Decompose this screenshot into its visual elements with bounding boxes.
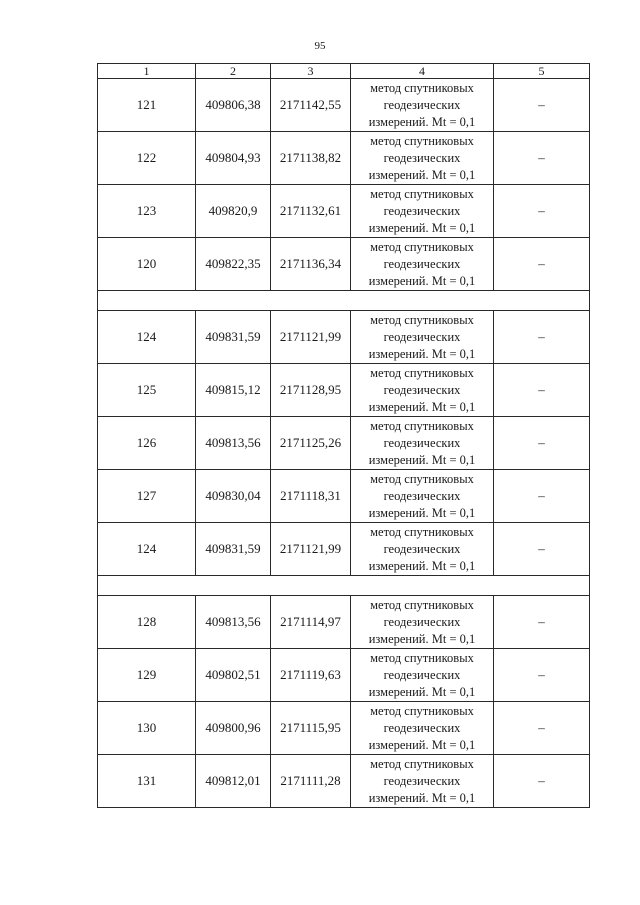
- method-line: метод спутниковых: [370, 365, 474, 380]
- y-coordinate-cell: 2171111,28: [271, 755, 351, 808]
- group-separator-cell: [98, 291, 590, 311]
- y-coordinate-cell: 2171119,63: [271, 649, 351, 702]
- method-line: геодезических: [383, 150, 461, 165]
- method-line: геодезических: [383, 203, 461, 218]
- method-cell: [351, 364, 494, 417]
- point-cell: 129: [98, 649, 196, 702]
- method-line: геодезических: [383, 435, 461, 450]
- x-coordinate-cell: 409813,56: [196, 596, 271, 649]
- note-cell: –: [494, 702, 590, 755]
- method-line: измерений. Mt = 0,1: [368, 452, 476, 467]
- page-number: 95: [314, 40, 326, 52]
- x-coordinate-cell: 409830,04: [196, 470, 271, 523]
- method-line: метод спутниковых: [370, 239, 474, 254]
- table-row: [98, 470, 590, 523]
- method-line: метод спутниковых: [370, 133, 474, 148]
- x-coordinate-cell: 409815,12: [196, 364, 271, 417]
- method-line: метод спутниковых: [370, 703, 474, 718]
- y-coordinate-cell: 2171121,99: [271, 523, 351, 576]
- table-row: [98, 311, 590, 364]
- point-cell: 123: [98, 185, 196, 238]
- note-cell: –: [494, 755, 590, 808]
- y-coordinate-cell: 2171114,97: [271, 596, 351, 649]
- method-line: измерений. Mt = 0,1: [368, 273, 476, 288]
- y-coordinate-cell: 2171121,99: [271, 311, 351, 364]
- method-cell: [351, 132, 494, 185]
- method-line: геодезических: [383, 667, 461, 682]
- point-cell: 130: [98, 702, 196, 755]
- method-line: измерений. Mt = 0,1: [368, 790, 476, 805]
- column-header: 3: [271, 64, 351, 79]
- x-coordinate-cell: 409802,51: [196, 649, 271, 702]
- method-cell: [351, 596, 494, 649]
- table-row: [98, 702, 590, 755]
- table-row: [98, 132, 590, 185]
- y-coordinate-cell: 2171118,31: [271, 470, 351, 523]
- table-header-row: [98, 64, 590, 79]
- note-cell: –: [494, 596, 590, 649]
- table-row: [98, 417, 590, 470]
- table-row: [98, 79, 590, 132]
- table-row: [98, 238, 590, 291]
- method-line: измерений. Mt = 0,1: [368, 684, 476, 699]
- method-cell: [351, 79, 494, 132]
- point-cell: 121: [98, 79, 196, 132]
- method-line: геодезических: [383, 720, 461, 735]
- note-cell: –: [494, 185, 590, 238]
- x-coordinate-cell: 409813,56: [196, 417, 271, 470]
- method-line: геодезических: [383, 488, 461, 503]
- method-line: метод спутниковых: [370, 186, 474, 201]
- method-line: измерений. Mt = 0,1: [368, 220, 476, 235]
- method-cell: [351, 417, 494, 470]
- point-cell: 128: [98, 596, 196, 649]
- method-cell: [351, 185, 494, 238]
- method-line: измерений. Mt = 0,1: [368, 399, 476, 414]
- y-coordinate-cell: 2171128,95: [271, 364, 351, 417]
- coordinates-table: [97, 63, 590, 808]
- method-cell: [351, 523, 494, 576]
- method-line: метод спутниковых: [370, 471, 474, 486]
- column-header: 1: [98, 64, 196, 79]
- note-cell: –: [494, 417, 590, 470]
- method-line: метод спутниковых: [370, 524, 474, 539]
- method-line: геодезических: [383, 382, 461, 397]
- x-coordinate-cell: 409806,38: [196, 79, 271, 132]
- table-row: [98, 755, 590, 808]
- y-coordinate-cell: 2171115,95: [271, 702, 351, 755]
- method-line: метод спутниковых: [370, 597, 474, 612]
- group-separator-cell: [98, 576, 590, 596]
- method-line: измерений. Mt = 0,1: [368, 631, 476, 646]
- note-cell: –: [494, 79, 590, 132]
- method-line: метод спутниковых: [370, 312, 474, 327]
- point-cell: 127: [98, 470, 196, 523]
- y-coordinate-cell: 2171132,61: [271, 185, 351, 238]
- note-cell: –: [494, 470, 590, 523]
- note-cell: –: [494, 132, 590, 185]
- column-header: 2: [196, 64, 271, 79]
- table-row: [98, 649, 590, 702]
- method-line: метод спутниковых: [370, 756, 474, 771]
- x-coordinate-cell: 409800,96: [196, 702, 271, 755]
- x-coordinate-cell: 409812,01: [196, 755, 271, 808]
- table-body: [98, 79, 590, 808]
- method-line: измерений. Mt = 0,1: [368, 558, 476, 573]
- table-row: [98, 523, 590, 576]
- point-cell: 125: [98, 364, 196, 417]
- point-cell: 124: [98, 523, 196, 576]
- x-coordinate-cell: 409822,35: [196, 238, 271, 291]
- method-cell: [351, 649, 494, 702]
- method-line: геодезических: [383, 614, 461, 629]
- y-coordinate-cell: 2171136,34: [271, 238, 351, 291]
- method-cell: [351, 755, 494, 808]
- method-line: метод спутниковых: [370, 80, 474, 95]
- method-line: измерений. Mt = 0,1: [368, 167, 476, 182]
- x-coordinate-cell: 409820,9: [196, 185, 271, 238]
- method-line: геодезических: [383, 773, 461, 788]
- note-cell: –: [494, 649, 590, 702]
- y-coordinate-cell: 2171142,55: [271, 79, 351, 132]
- table-row: [98, 185, 590, 238]
- point-cell: 126: [98, 417, 196, 470]
- method-line: измерений. Mt = 0,1: [368, 346, 476, 361]
- method-line: измерений. Mt = 0,1: [368, 505, 476, 520]
- group-separator-row: [98, 576, 590, 596]
- method-line: метод спутниковых: [370, 650, 474, 665]
- y-coordinate-cell: 2171138,82: [271, 132, 351, 185]
- note-cell: –: [494, 523, 590, 576]
- method-line: геодезических: [383, 256, 461, 271]
- method-cell: [351, 470, 494, 523]
- note-cell: –: [494, 238, 590, 291]
- method-line: измерений. Mt = 0,1: [368, 114, 476, 129]
- note-cell: –: [494, 364, 590, 417]
- method-line: измерений. Mt = 0,1: [368, 737, 476, 752]
- column-header: 4: [351, 64, 494, 79]
- x-coordinate-cell: 409831,59: [196, 523, 271, 576]
- x-coordinate-cell: 409804,93: [196, 132, 271, 185]
- method-line: геодезических: [383, 329, 461, 344]
- y-coordinate-cell: 2171125,26: [271, 417, 351, 470]
- method-line: геодезических: [383, 541, 461, 556]
- method-line: метод спутниковых: [370, 418, 474, 433]
- method-cell: [351, 238, 494, 291]
- x-coordinate-cell: 409831,59: [196, 311, 271, 364]
- table-row: [98, 364, 590, 417]
- point-cell: 122: [98, 132, 196, 185]
- method-cell: [351, 702, 494, 755]
- method-line: геодезических: [383, 97, 461, 112]
- column-header: 5: [494, 64, 590, 79]
- point-cell: 124: [98, 311, 196, 364]
- point-cell: 131: [98, 755, 196, 808]
- group-separator-row: [98, 291, 590, 311]
- method-cell: [351, 311, 494, 364]
- note-cell: –: [494, 311, 590, 364]
- table-row: [98, 596, 590, 649]
- point-cell: 120: [98, 238, 196, 291]
